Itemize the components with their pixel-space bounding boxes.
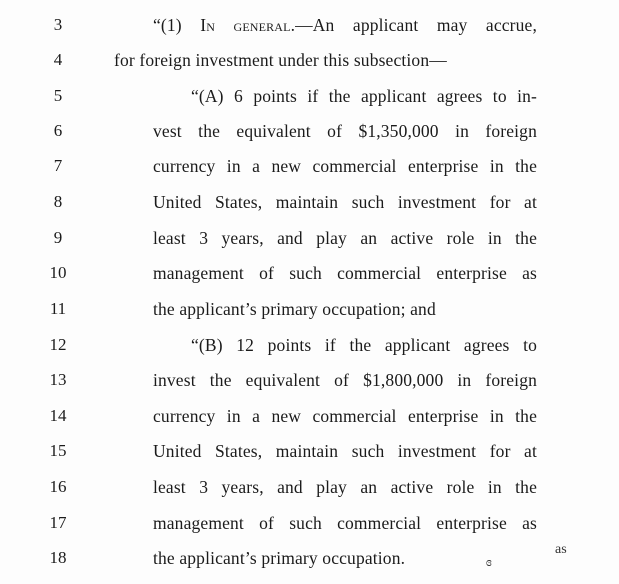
line-text-prefix: “(1) [153, 15, 201, 35]
line-text: management of such commercial enterprise as [153, 513, 537, 533]
line-text: “(A) 6 points if the applicant agrees to in- [191, 86, 537, 106]
line-text: management of such commercial enterprise as [153, 263, 537, 283]
line-text: currency in a new commercial enterprise in the [153, 406, 537, 426]
line-text: the applicant’s primary occupation. [153, 548, 406, 568]
line-text: the applicant’s primary occupation; and [153, 299, 436, 319]
line-text: United States, maintain such investment for at [153, 441, 537, 461]
document-line [0, 508, 619, 538]
line-text: least 3 years, and play an active role in the [153, 477, 537, 497]
document-line [0, 330, 619, 360]
line-text: least 3 years, and play an active role in the [153, 228, 537, 248]
document-line [0, 187, 619, 217]
line-text: invest the equivalent of $1,800,000 in foreign [153, 370, 537, 390]
document-line [0, 472, 619, 502]
document-line [0, 81, 619, 111]
document-line [0, 401, 619, 431]
line-text: vest the equivalent of $1,350,000 in foreign [153, 121, 537, 141]
line-number: 10 [49, 263, 67, 282]
line-text: “(B) 12 points if the applicant agrees to [191, 335, 537, 355]
document-line [0, 294, 619, 324]
document-line [0, 223, 619, 253]
stray-mark-glyph: ɞ [486, 554, 492, 569]
line-number: 15 [49, 441, 67, 460]
line-text: currency in a new commercial enterprise in the [153, 156, 537, 176]
line-text [153, 10, 537, 40]
line-number: 6 [53, 121, 63, 140]
line-number: 18 [49, 548, 67, 567]
line-number: 12 [49, 335, 67, 354]
line-number: 8 [53, 192, 63, 211]
line-number: 7 [53, 156, 63, 175]
line-number: 16 [49, 477, 67, 496]
document-line [0, 436, 619, 466]
stray-mark-as: as [555, 542, 567, 557]
document-line [0, 10, 619, 40]
line-number: 11 [49, 299, 67, 318]
document-line [0, 116, 619, 146]
line-text: United States, maintain such investment for at [153, 192, 537, 212]
line-number: 9 [53, 228, 63, 247]
document-line [0, 365, 619, 395]
line-number: 17 [49, 513, 67, 532]
line-text-small-caps: In general [200, 15, 291, 35]
document-line [0, 45, 619, 75]
document-line [0, 258, 619, 288]
line-number: 4 [53, 50, 63, 69]
line-number: 13 [49, 370, 67, 389]
document-line [0, 543, 619, 573]
line-number: 3 [53, 15, 63, 34]
line-text-suffix: .—An applicant may accrue, [290, 15, 537, 35]
line-number: 14 [49, 406, 67, 425]
line-text: for foreign investment under this subsection— [114, 50, 447, 70]
line-number: 5 [53, 86, 63, 105]
document-line [0, 151, 619, 181]
